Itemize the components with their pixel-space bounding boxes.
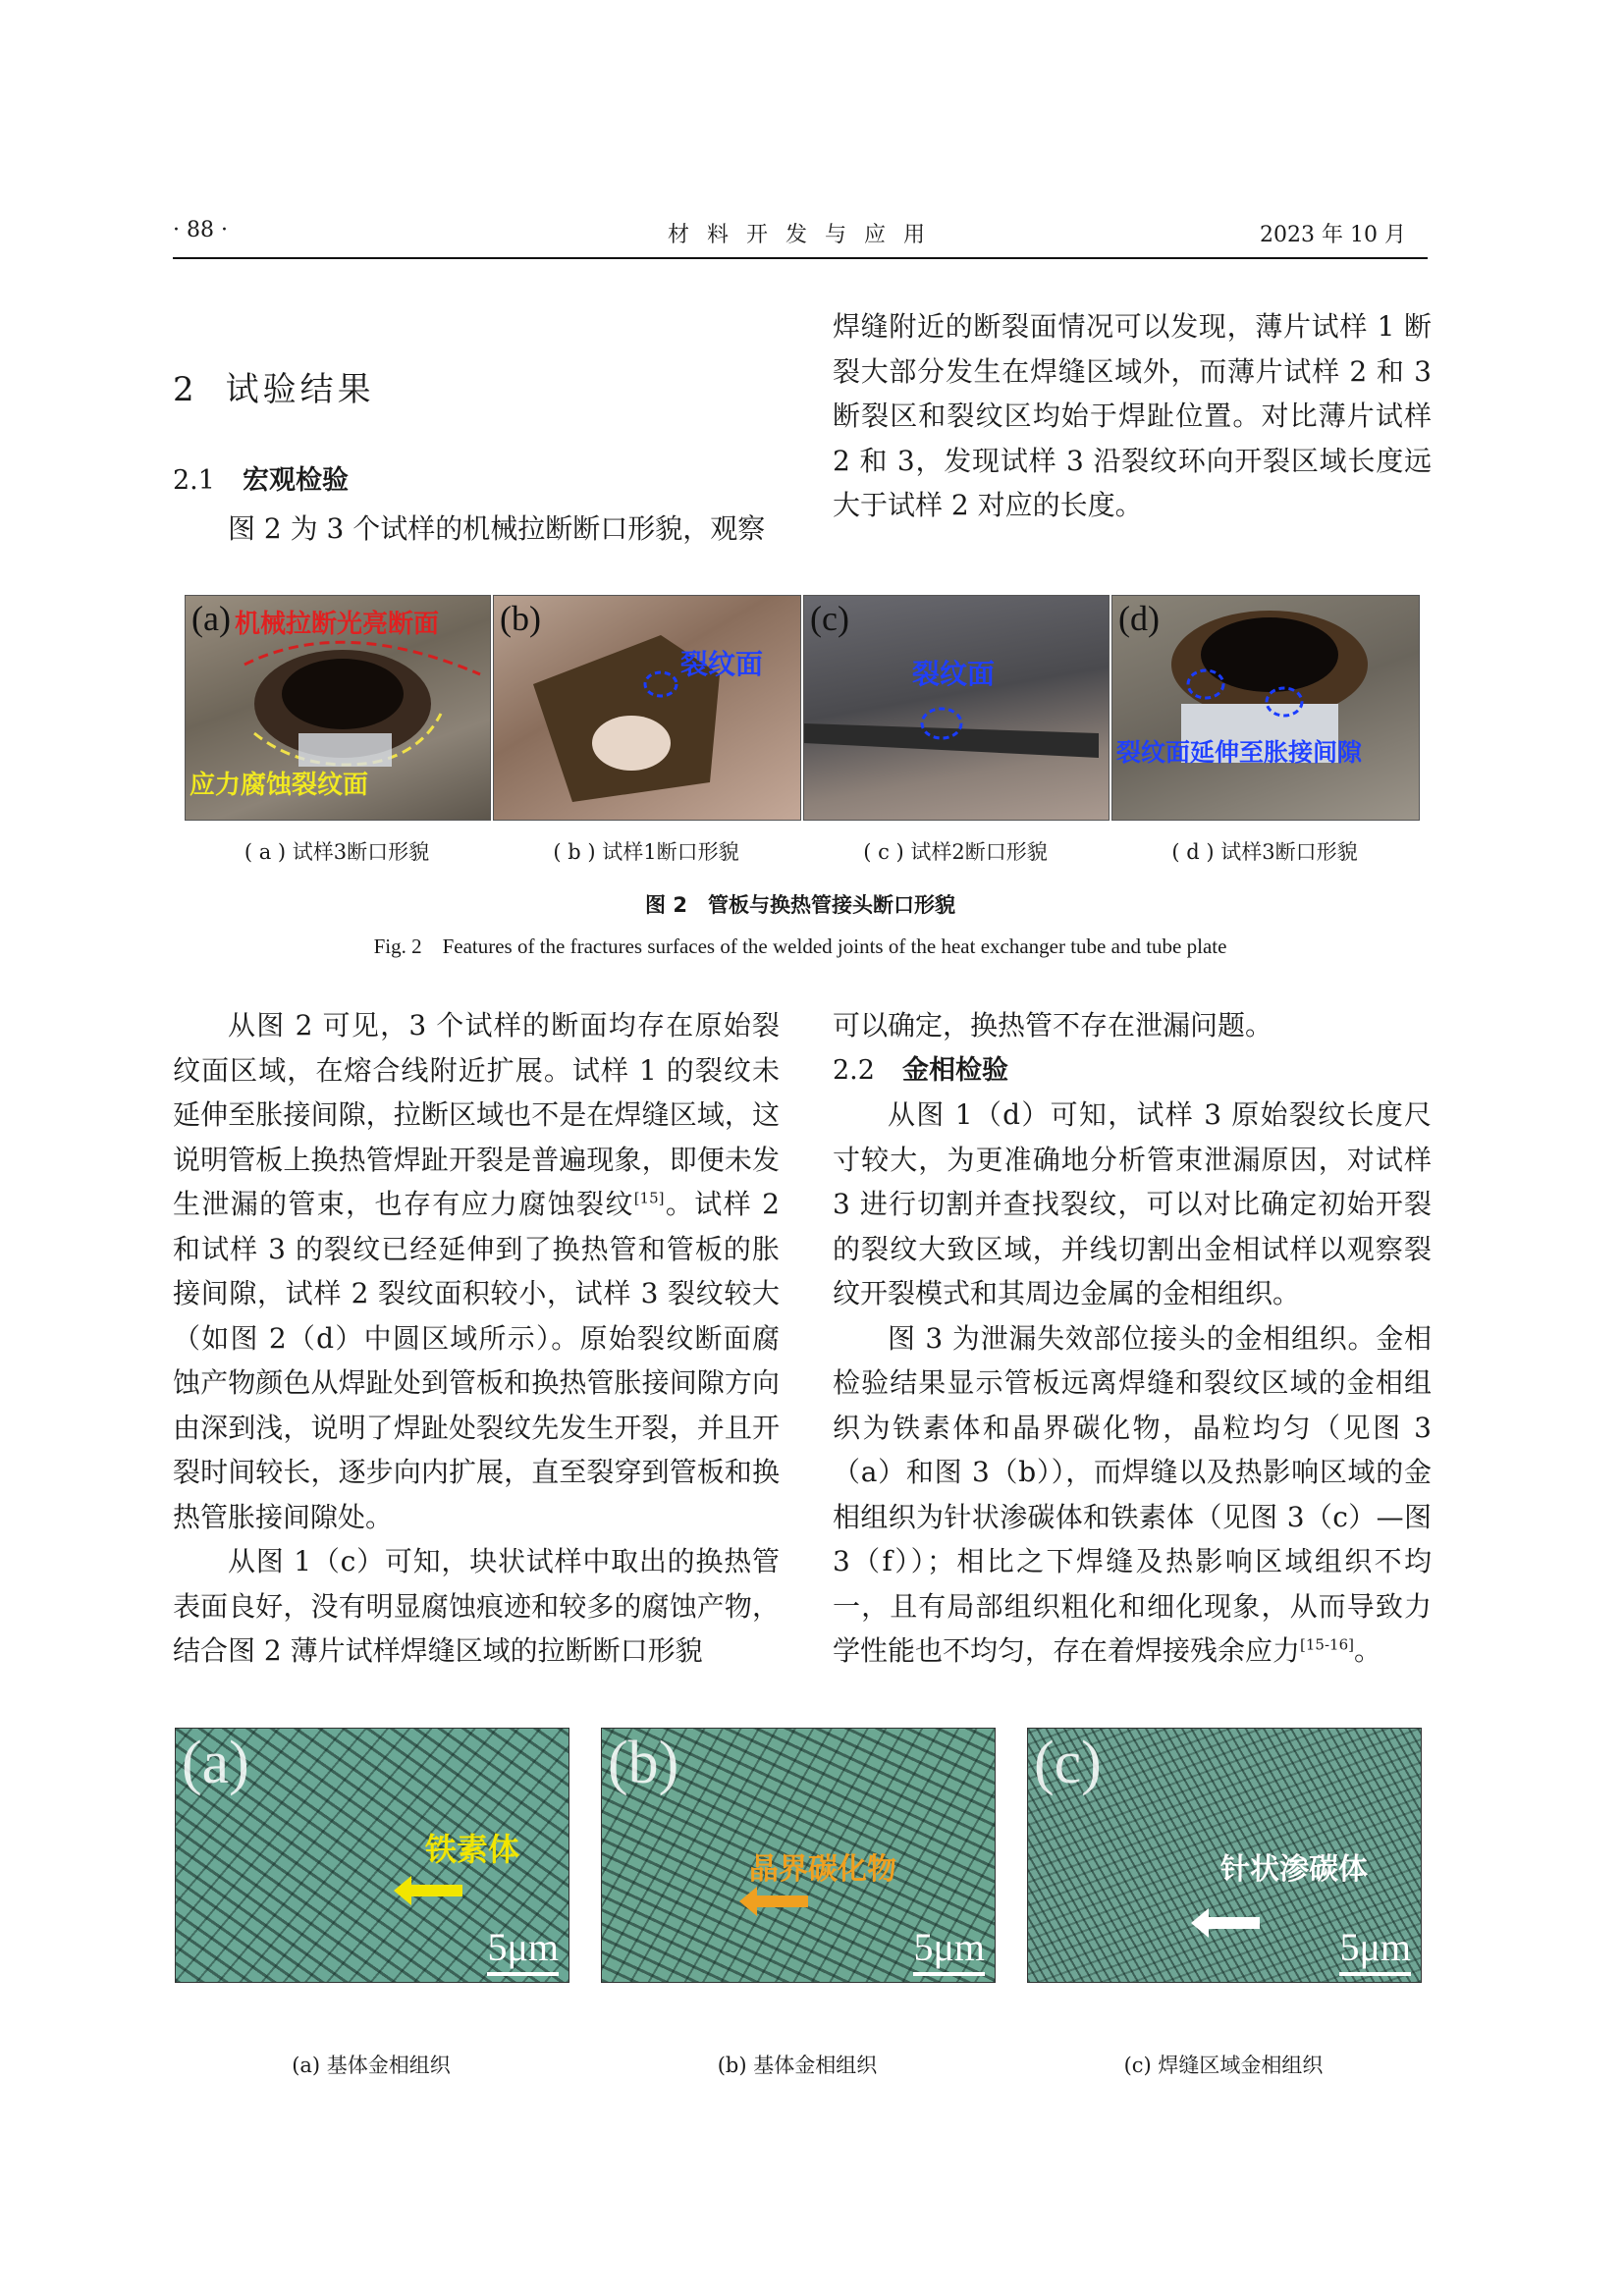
section-heading (173, 368, 780, 413)
annotation: 针状渗碳体 (1220, 1852, 1368, 1887)
fig2-subcaption-c: ( c ) 试样2断口形貌 (863, 840, 1048, 864)
fig2-caption-cn: 图 2 管板与换热管接头断口形貌 (645, 893, 955, 917)
citation: [15-16] (1300, 1635, 1354, 1654)
scale-line (487, 1972, 559, 1976)
subsection-heading-2 (833, 1048, 1432, 1094)
fig3-micrograph-c (1027, 1728, 1422, 1983)
issue-date: 2023 年 10 月 (1260, 223, 1406, 247)
section-number: 2 (173, 370, 198, 409)
scale-line (913, 1972, 985, 1976)
section-title: 试验结果 (225, 370, 375, 409)
paragraph (833, 1316, 1432, 1674)
journal-title: 材料开发与应用 (667, 223, 943, 247)
fig2-photo-c (803, 595, 1110, 821)
subsection-heading-1 (173, 458, 780, 504)
fig3-subcaption-c: (c) 焊缝区域金相组织 (1123, 2054, 1324, 2077)
fig2-subcaption-b: ( b ) 试样1断口形貌 (553, 840, 739, 864)
paragraph: 从图 1（c）可知，块状试样中取出的换热管表面良好，没有明显腐蚀痕迹和较多的腐蚀产物，结合图 2 薄片试样焊缝区域的拉断断口形貌 (173, 1545, 780, 1667)
panel-label: (c) (1034, 1730, 1102, 1796)
paragraph-text: 图 3 为泄漏失效部位接头的金相组织。金相检验结果显示管板远离焊缝和裂纹区域的金相组织为铁素体和晶界碳化物，晶粒均匀（见图 3（a）和图 3（b）），而焊缝以及热影响区域的金相组织为针状渗碳体和铁素体（见图 3（c）—图 3（f））；相比之下焊缝及热影响区域组织不均一，且有局部组织粗化和细化现象，从而导致力学性能也不均匀，存在着焊接残余应力 (833, 1321, 1432, 1667)
fig2-subcaption-a: ( a ) 试样3断口形貌 (244, 840, 430, 864)
annotation: 铁素体 (425, 1831, 520, 1868)
right-top-column (833, 304, 1432, 528)
paragraph-text: 。试样 2 和试样 3 的裂纹已经延伸到了换热管和管板的胀接间隙，试样 2 裂纹面积较小，试样 3 裂纹较大（如图 2（d）中圆区域所示）。原始裂纹断面腐蚀产物颜色从焊趾处到管板和换热管胀接间隙方向由深到浅，说明了焊趾处裂纹先发生开裂，并且开裂时间较长，逐步向内扩展，直至裂穿到管板和换热管胀接间隙处。 (173, 1188, 780, 1533)
paragraph-text: 。 (1353, 1634, 1381, 1667)
panel-label: (b) (500, 599, 541, 638)
fig3-subcaption-b: (b) 基体金相组织 (717, 2054, 878, 2077)
panel-label: (a) (182, 1730, 249, 1796)
paragraph-text: 从图 2 可见，3 个试样的断面均存在原始裂纹面区域，在熔合线附近扩展。试样 1 的裂纹未延伸至胀接间隙，拉断区域也不是在焊缝区域，这说明管板上换热管焊趾开裂是普遍现象，即便未发生泄漏的管束，也存有应力腐蚀裂纹 (173, 1009, 780, 1220)
annotation: 晶界碳化物 (749, 1852, 896, 1887)
panel-label: (d) (1118, 599, 1160, 638)
scale-line (1339, 1972, 1411, 1976)
paragraph: 焊缝附近的断裂面情况可以发现，薄片试样 1 断裂大部分发生在焊缝区域外，而薄片试样 2 和 3 断裂区和裂纹区均始于焊趾位置。对比薄片试样 2 和 3，发现试样 3 沿裂纹环向开裂区域长度远大于试样 2 对应的长度。 (833, 310, 1432, 521)
fig3-subcaption-a: (a) 基体金相组织 (292, 2054, 451, 2077)
annotation: 裂纹面延伸至胀接间隙 (1116, 738, 1363, 767)
header-rule (173, 257, 1428, 259)
annotation: 应力腐蚀裂纹面 (189, 771, 369, 800)
citation: [15] (633, 1189, 665, 1207)
fig2-subcaption-d: ( d ) 试样3断口形貌 (1171, 840, 1358, 864)
subsection-number: 2.1 (173, 464, 215, 496)
subsection-title: 金相检验 (901, 1054, 1008, 1086)
paragraph: 从图 1（d）可知，试样 3 原始裂纹长度尺寸较大，为更准确地分析管束泄漏原因，对试样 3 进行切割并查找裂纹，可以对比确定初始开裂的裂纹大致区域，并线切割出金相试样以观察裂纹开裂模式和其周边金属的金相组织。 (833, 1098, 1432, 1309)
fig3-micrograph-b (601, 1728, 996, 1983)
fig2-caption-en: Fig. 2 Features of the fractures surfaces of the welded joints of the heat exchanger tube and tube plate (373, 934, 1227, 958)
fig2-photo-b (493, 595, 801, 821)
page-number: · 88 · (173, 218, 228, 242)
subsection-number: 2.2 (833, 1054, 875, 1086)
left-top-column (173, 368, 780, 552)
fig2-photo-a (185, 595, 491, 821)
annotation: 机械拉断光亮断面 (235, 610, 440, 639)
annotation: 裂纹面 (912, 658, 996, 690)
panel-label: (a) (191, 599, 231, 638)
scale-bar (913, 1924, 985, 1970)
scale-label: 5μm (487, 1925, 559, 1969)
fig3-micrograph-a (175, 1728, 569, 1983)
paragraph (173, 1003, 780, 1539)
fig2-photo-d (1111, 595, 1420, 821)
subsection-title: 宏观检验 (242, 464, 349, 496)
right-body-column (833, 1003, 1432, 1674)
paragraph: 可以确定，换热管不存在泄漏问题。 (833, 1009, 1273, 1041)
paragraph: 图 2 为 3 个试样的机械拉断断口形貌，观察 (228, 512, 766, 545)
left-body-column (173, 1003, 780, 1674)
scale-label: 5μm (1339, 1925, 1411, 1969)
annotation: 裂纹面 (680, 648, 764, 680)
panel-label: (c) (810, 599, 849, 638)
panel-label: (b) (608, 1730, 679, 1796)
scale-bar (487, 1924, 559, 1970)
scale-bar (1339, 1924, 1411, 1970)
scale-label: 5μm (913, 1925, 985, 1969)
